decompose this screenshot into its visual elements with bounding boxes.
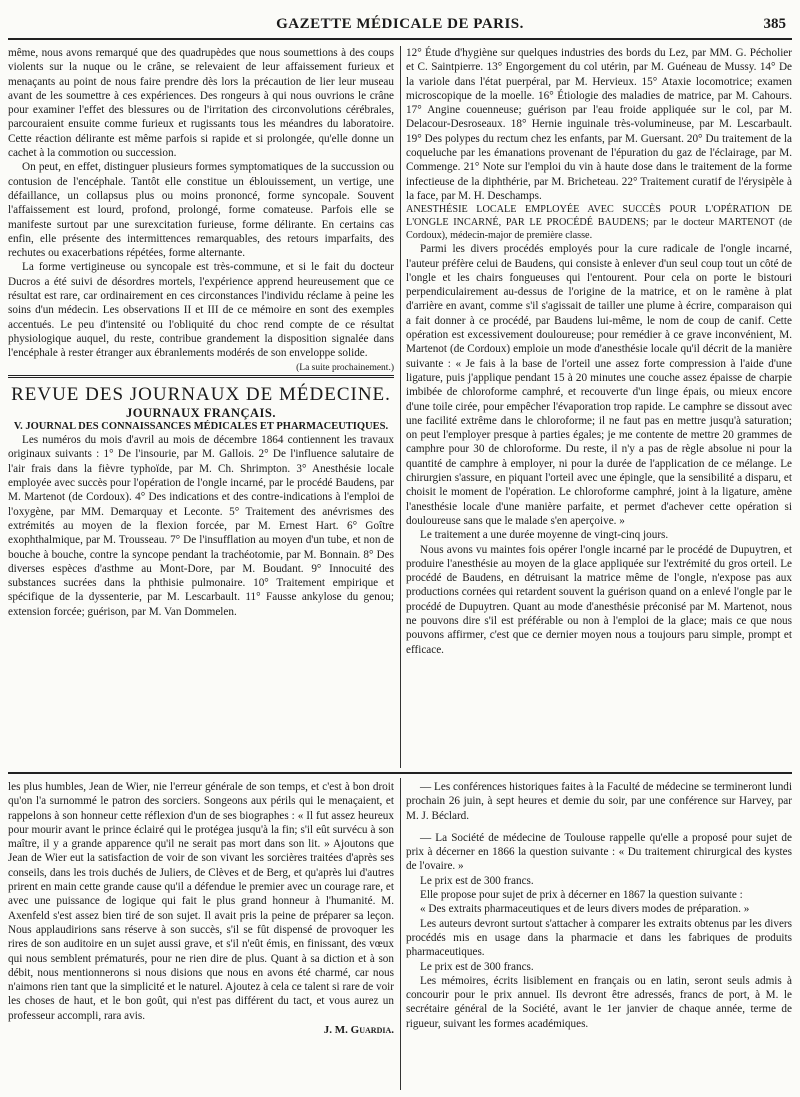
article-paragraph: 12° Étude d'hygiène sur quelques industries des bords du Lez, par MM. G. Pécholier et C. Saintpierre. 13° Engorgement du col utérin, par M. Guéneau de Mussy. 14° De la variole dans l'état puerpéral, par M. Hervieux. 15° Ataxie locomotrice; examen microscopique de la moelle. 16° Étiologie des maladies de matrice, par M. Cahours. 17° Angine couenneuse; guérison par l'eau froide appliquée sur le col, par M. Delacour-Desroseaux. 18° Hernie inguinale très-volumineuse, par M. Lescarbault. 19° Des polypes du rectum chez les enfants, par M. Guersant. 20° Du traitement de la coqueluche par les émanations provenant de l'épuration du gaz de l'éclairage, par M. Commenge. 21° Note sur l'emploi du vin à haute dose dans le traitement de la forme infectieuse de la diphthérie, par M. Bricheteau. 22° Traitement curatif de l'érysipèle à la face, par M. H. Deschamps. <box>406 47 792 202</box>
news-paragraph: Elle propose pour sujet de prix à décerner en 1867 la question suivante : <box>420 889 743 902</box>
news-paragraph: Le prix est de 300 francs. <box>420 960 534 973</box>
left-column-top <box>8 46 394 766</box>
left-column-bottom <box>8 780 394 1090</box>
news-paragraph: « Des extraits pharmaceutiques et de leurs divers modes de préparation. » <box>420 903 750 916</box>
column-divider <box>400 46 401 768</box>
news-paragraph: Les auteurs devront surtout s'attacher à comparer les extraits obtenus par les divers procédés mis en usage dans la pharmacie et dans les fabriques de produits pharmaceutiques. <box>406 917 792 959</box>
journal-title: GAZETTE MÉDICALE DE PARIS. <box>276 16 524 32</box>
right-column-top <box>406 46 792 766</box>
news-paragraph: Le prix est de 300 francs. <box>420 874 534 887</box>
section-heading: REVUE DES JOURNAUX DE MÉDECINE. <box>8 375 394 406</box>
right-column-bottom <box>406 780 792 1090</box>
news-paragraph: Les mémoires, écrits lisiblement en français ou en latin, seront seuls admis à concourir pour le prix annuel. Ils devront être adressés, francs de port, à M. le secrétaire général de la Société, avant le 1er janvier de chaque année, terme de rigueur, suivant les formes académiques. <box>406 974 792 1030</box>
article-paragraph: Le traitement a une durée moyenne de vingt-cinq jours. <box>420 529 669 542</box>
article-paragraph: Nous avons vu maintes fois opérer l'ongle incarné par le procédé de Dupuytren, et produire l'anesthésie au moyen de la glace appliquée sur l'extrémité du gros orteil. Le procédé de Baudens, en détruisant la matrice même de l'ongle, n'expose pas aux productions cornées qui retardent souvent la guérison quand on a enlevé l'ongle par le procédé de Dupuytren. Quant au mode d'anesthésie préconisé par M. Martenot, nous ne pouvons dire s'il est préférable ou non à l'emploi de la glace; mais ce que nous pouvons affirmer, c'est que ce dernier moyen nous a toujours paru simple, prompt et efficace. <box>406 543 792 656</box>
author-signature: J. M. Guardia. <box>323 1024 394 1037</box>
horizontal-divider <box>8 772 792 774</box>
article-heading: ANESTHÉSIE LOCALE EMPLOYÉE AVEC SUCCÈS POUR L'OPÉRATION DE L'ONGLE INCARNÉ, PAR LE PROCÉDÉ BAUDENS; par le docteur MARTENOT (de Cordoux), médecin-major de première classe. <box>406 204 792 242</box>
news-paragraph: — Les conférences historiques faites à la Faculté de médecine se termineront lundi prochain 26 juin, à sept heures et demie du soir, par une conférence sur Harvey, par M. J. Béclard. <box>406 781 792 822</box>
article-paragraph: même, nous avons remarqué que des quadrupèdes que nous soumettions à des coups violents sur la nuque ou le crâne, se relevaient de leur affaissement furieux et menaçants au point de nous faire prendre dès lors la précaution de lier leur museau avant de les soumettre à ces expériences. Des rongeurs à qui nous ouvrions le crâne pour examiner l'effet des blessures ou de l'irritation des circonvolutions cérébrales, parcouraient ensuite comme furieux et rugissants tous les méandres du laboratoire. Cette réaction délirante est même parfois si rapide et si prolongée, qu'elle donne un cachet à la commotion ou succession. <box>8 47 394 160</box>
continuation-note: (La suite prochainement.) <box>296 362 394 373</box>
page-number: 385 <box>763 16 786 32</box>
article-paragraph: La forme vertigineuse ou syncopale est très-commune, et si le fait du docteur Ducros a été suivi de désordres mortels, l'expérience apprend heureusement que ce résultat est rare, car ordinairement en ces circonstances l'individu réclame à peine les soins d'un médecin. Les observations II et III de ce mémoire en sont des exemples accentués. Le peu d'intensité ou l'obliquité du choc rend compte de ce résultat physiologique auquel, du reste, contribue grandement la disposition signalée dans l'encéphale à rester étranger aux ébranlements modérés de son enveloppe solide. <box>8 261 394 360</box>
article-paragraph: les plus humbles, Jean de Wier, nie l'erreur générale de son temps, et c'est à bon droit qu'on l'a surnommé le patron des sorciers. Songeons aux périls qui le menaçaient, et rappelons à son honneur cette réflexion d'un de ses biographes : « Il fut assez heureux pour mourir avant le prince éclairé qui le protégea jusqu'à la fin; s'il eût survécu à son maître, il y a grande apparence qu'il ne serait pas mort dans son lit. » Ajoutons que Jean de Wier eut la satisfaction de voir de son vivant les sorcières traitées d'après ses conseils, dans les trois duchés de Juliers, de Clèves et de Berg, et qu'après lui d'autres prirent en main cette grande cause qu'il a défendue le premier avec un courage rare, et avec une puissance de logique qui fait le plus grand honneur à l'humanité. M. Axenfeld s'est assez bien tiré de son sujet. Il avait pris la peine de préparer sa leçon. Nous applaudirions sans réserve à son succès, s'il se fût dispensé de provoquer les rires de son auditoire en un sujet aussi grave, et s'il n'eût émis, en finissant, des vœux qui nous semblent prématurés, pour ne rien dire de plus. Quant à sa diction et à son débit, nous mentionnerons si nous disions que nous en avons été charmé, car nous n'aimons rien tant que la simplicité et le naturel. Ajoutez à cela ce talent si rare de voir les choses de haut, et le bon goût, qui n'est pas différent du tact, et vous aurez un professeur accompli, rara avis. <box>8 781 394 1022</box>
subsection-heading: JOURNAUX FRANÇAIS. <box>126 405 276 420</box>
article-paragraph: On peut, en effet, distinguer plusieurs formes symptomatiques de la succussion ou contusion de l'encéphale. Tantôt elle constitue un éblouissement, un vertige, une défaillance, un collapsus plus ou moins prononcé, forme syncopale. Souvent l'affaissement est lourd, profond, prolongé, forme comateuse. Parfois elle se manifeste surtout par une surexcitation furieuse, forme délirante. En certains cas enfin, elle présente des intermittences remarquables, des retours imparfaits, des rechutes ou exacerbations répétées, forme alternante. <box>8 161 394 260</box>
journal-name-heading: V. JOURNAL DES CONNAISSANCES MÉDICALES ET PHARMACEUTIQUES. <box>13 421 389 433</box>
article-paragraph: Les numéros du mois d'avril au mois de décembre 1864 contiennent les travaux originaux suivants : 1° De l'insourie, par M. Gallois. 2° De l'influence salutaire de l'air frais dans la fièvre typhoïde, par M. Ch. Shrimpton. 3° Anesthésie locale employée avec succès pour l'opération de l'ongle incarné, par le procédé Baudens, par M. Martenot (de Cordoux). 4° Des indications et des contre-indications à l'emploi de l'oxygène, par MM. Demarquay et Leconte. 5° Traitement des anévrismes des extrémités au moyen de la flexion forcée, par M. Ernest Hart. 6° Goître exophthalmique, par M. Trousseau. 7° De l'insufflation au moyen d'un tube, et non de bouche à bouche, contre la syncope pendant la trachéotomie, par M. Bonnain. 8° Des diverses espèces d'asthme au Mont-Dore, par M. Boudant. 9° Innocuité des substances sucrées dans la phthisie pulmonaire. 10° Traitement empirique et spécifique de la dyssenterie, par M. Lescarbault. 11° Fausse ankylose du genou; extension forcée; guérison, par M. Van Dommelen. <box>8 434 394 618</box>
column-divider <box>400 778 401 1090</box>
news-paragraph: — La Société de médecine de Toulouse rappelle qu'elle a proposé pour sujet de prix à décerner en 1866 la question suivante : « Du traitement chirurgical des kystes de l'ovaire. » <box>406 831 792 873</box>
page-header <box>8 12 792 40</box>
article-paragraph: Parmi les divers procédés employés pour la cure radicale de l'ongle incarné, l'auteur préfère celui de Baudens, qui consiste à enlever d'un seul coup tout un côté de l'ongle et les chairs fongueuses qui l'entourent. Pour cela on porte le bistouri perpendiculairement au-dessus de l'origine de la matrice, et on le ramène à plat d'arrière en avant, comme s'il s'agissait de tailler une plume à écrire, comparaison qui a fait donner à ce procédé, par Baudens lui-même, le nom de coup de canif. Cette opération est excessivement douloureuse; pour remédier à ce grave inconvénient, M. Martenot (de Cordoux) emploie un mode d'anesthésie locale qu'il décrit de la manière suivante : « Je fais à la base de l'orteil une assez forte compression à l'aide d'une ligature, puis j'applique pendant 15 à 20 minutes une couche assez épaisse de charpie imbibée de chloroforme camphré, et recouverte d'un linge épais, ou mieux encore d'une toile cirée, pour empêcher l'évaporation trop rapide. Le camphre se dissout avec une facilité extrême dans le chloroforme; il ne faut pas en mettre jusqu'à saturation; on peut l'employer presque à parties égales; je me contente de mettre 20 grammes de camphre pour 30 de chloroforme. Du reste, il n'y a pas de règle absolue ni pour la quantité de camphre à employer, ni pour la durée de l'application de ce mélange. Le chirurgien s'assure, en piquant l'orteil avec une épingle, que la sensibilité a disparu, et choisit le moment de l'opération. Le chloroforme camphré, joint à la ligature, amène l'anesthésie locale d'une manière parfaite, et permet d'achever cette opération si douloureuse sans que le malade s'en aperçoive. » <box>406 243 792 527</box>
